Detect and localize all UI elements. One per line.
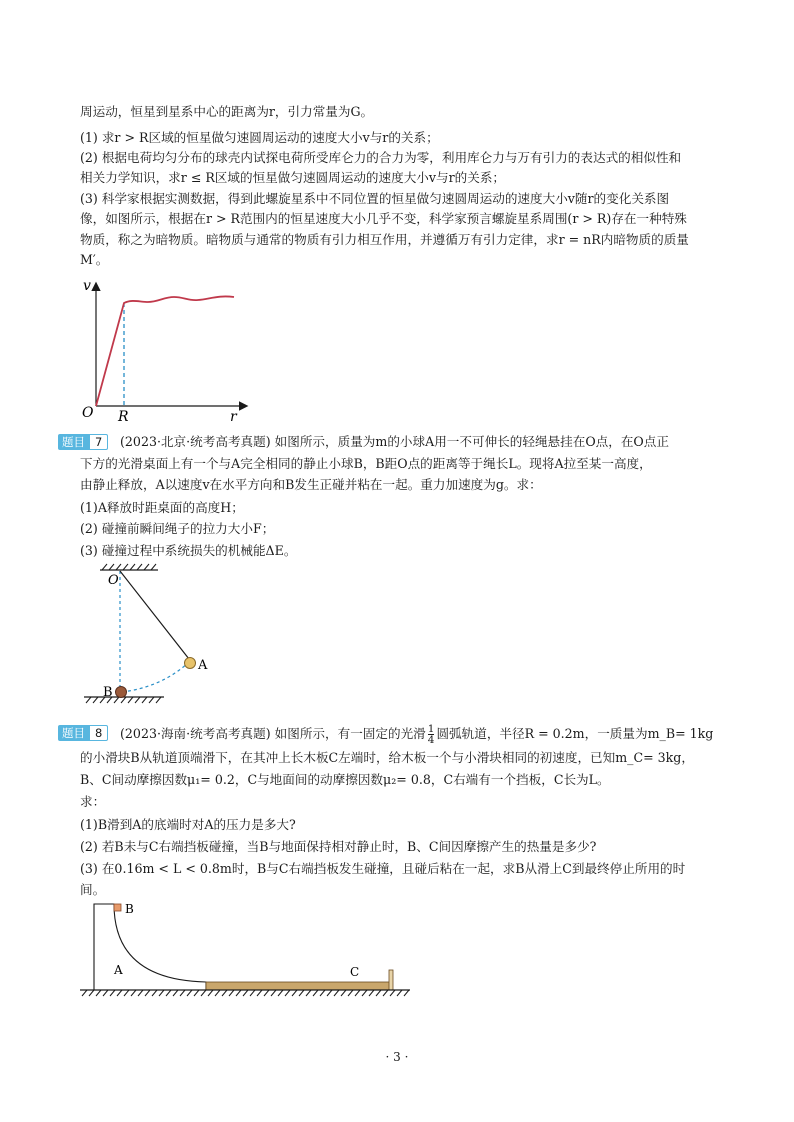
question-7-tag (58, 433, 108, 451)
ball-a-label: A (198, 658, 208, 673)
hatch-mark (117, 990, 122, 996)
hatch-mark (271, 990, 276, 996)
velocity-radius-graph (78, 278, 258, 423)
y-axis-label: v (83, 278, 91, 294)
pivot-label: O (108, 573, 119, 588)
hatch-mark (299, 990, 304, 996)
text-segment: (2023·海南·统考高考真题) 如图所示，有一固定的光滑 (120, 726, 426, 741)
text-line: (3) 科学家根据实测数据，得到此螺旋星系中不同位置的恒星做匀速圆周运动的速度大小v随r的变化关系图 (80, 191, 670, 206)
hatch-mark (257, 990, 262, 996)
hatch-mark (194, 990, 199, 996)
text-line: B、C间动摩擦因数μ₁= 0.2，C与地面间的动摩擦因数μ₂= 0.8，C右端有一个挡板，C长为L。 (80, 772, 610, 787)
x-axis-label: r (230, 409, 237, 425)
hatch-mark (187, 990, 192, 996)
hatch-mark (110, 990, 115, 996)
table-hatch (86, 697, 161, 703)
ceiling-hatch (102, 564, 156, 570)
hatch-mark (292, 990, 297, 996)
text-line: (2) 若B未与C右端挡板碰撞，当B与地面保持相对静止时，B、C间因摩擦产生的热量是多少? (80, 839, 597, 854)
text-line: (1) 求r > R区域的恒星做匀速圆周运动的速度大小v与r的关系； (80, 130, 439, 145)
text-line: 物质，称之为暗物质。暗物质与通常的物质有引力相互作用，并遵循万有引力定律，求r = nR内暗物质的质量 (80, 232, 689, 247)
hatch-mark (383, 990, 388, 996)
baffle (389, 970, 393, 990)
text-line (120, 724, 713, 745)
ball-b (116, 687, 127, 698)
hatch-mark (152, 990, 157, 996)
block-b (114, 904, 121, 911)
tag-label: 题目 (58, 725, 89, 741)
text-line: (2) 根据电荷均匀分布的球壳内试探电荷所受库仑力的合力为零，利用库仑力与万有引力的表达式的相似性和 (80, 150, 682, 165)
hatch-mark (390, 990, 395, 996)
hatch-mark (145, 990, 150, 996)
hatch-mark (355, 990, 360, 996)
hatch-mark (222, 990, 227, 996)
hatch-mark (404, 990, 409, 996)
text-line: 求： (80, 794, 106, 809)
hatch-mark (320, 990, 325, 996)
hatch-mark (348, 990, 353, 996)
hatch-mark (96, 990, 101, 996)
hatch-mark (313, 990, 318, 996)
text-line: (2) 碰撞前瞬间绳子的拉力大小F； (80, 521, 275, 536)
velocity-curve (96, 296, 234, 406)
string (120, 571, 189, 659)
hatch-mark (173, 990, 178, 996)
hatch-mark (334, 990, 339, 996)
fraction-denominator: 4 (427, 734, 435, 746)
hatch-mark (243, 990, 248, 996)
track-a (94, 904, 206, 990)
hatch-mark (250, 990, 255, 996)
hatch-mark (131, 990, 136, 996)
text-line: 周运动，恒星到星系中心的距离为r，引力常量为G。 (80, 104, 374, 119)
block-b-label: B (125, 902, 134, 916)
text-line: 由静止释放，A以速度v在水平方向和B发生正碰并粘在一起。重力加速度为g。求： (80, 477, 542, 492)
arc-path (122, 662, 189, 692)
hatch-mark (201, 990, 206, 996)
hatch-mark (82, 990, 87, 996)
track-board-figure (80, 900, 410, 1000)
question-8-tag (58, 724, 108, 742)
hatch-mark (327, 990, 332, 996)
hatch-mark (306, 990, 311, 996)
hatch-mark (208, 990, 213, 996)
ball-b-label: B (103, 685, 113, 700)
hatch-mark (166, 990, 171, 996)
text-line: 的小滑块B从轨道顶端滑下，在其冲上长木板C左端时，给木板一个与小滑块相同的初速度，已知m_C= 3kg， (80, 750, 694, 765)
text-line: M′。 (80, 252, 109, 267)
board-c-label: C (350, 965, 360, 979)
r-mark-label: R (118, 409, 129, 425)
hatch-mark (369, 990, 374, 996)
text-line: 像，如图所示，根据在r > R范围内的恒星速度大小几乎不变，科学家预言螺旋星系周围(r > R)存在一种特殊 (80, 211, 687, 226)
page-number: · 3 · (385, 1050, 409, 1064)
text-line: 间。 (80, 882, 106, 897)
text-line: (3) 碰撞过程中系统损失的机械能ΔE。 (80, 543, 297, 558)
track-a-label: A (114, 963, 123, 977)
origin-label: O (82, 405, 94, 421)
hatch-mark (341, 990, 346, 996)
hatch-mark (285, 990, 290, 996)
text-line: (2023·北京·统考高考真题) 如图所示，质量为m的小球A用一不可伸长的轻绳悬挂在O点，在O点正 (120, 434, 669, 449)
ground-hatch (82, 990, 409, 996)
hatch-mark (124, 990, 129, 996)
text-line: (3) 在0.16m < L < 0.8m时，B与C右端挡板发生碰撞，且碰后粘在一起，求B从滑上C到最终停止所用的时 (80, 861, 686, 876)
text-line: (1)B滑到A的底端时对A的压力是多大? (80, 817, 296, 832)
text-line: 下方的光滑桌面上有一个与A完全相同的静止小球B，B距O点的距离等于绳长L。现将A拉至某一高度， (80, 456, 652, 471)
fraction-numerator: 1 (427, 723, 435, 735)
board-c (206, 982, 390, 990)
hatch-mark (180, 990, 185, 996)
hatch-mark (376, 990, 381, 996)
fraction (428, 724, 435, 745)
tag-label: 题目 (58, 434, 89, 450)
hatch-mark (103, 990, 108, 996)
tag-number: 8 (89, 725, 108, 741)
hatch-mark (138, 990, 143, 996)
hatch-mark (215, 990, 220, 996)
hatch-mark (362, 990, 367, 996)
text-line: 相关力学知识，求r ≤ R区域的恒星做匀速圆周运动的速度大小v与r的关系； (80, 170, 506, 185)
hatch-mark (278, 990, 283, 996)
hatch-mark (264, 990, 269, 996)
hatch-mark (397, 990, 402, 996)
hatch-mark (89, 990, 94, 996)
tag-number: 7 (89, 434, 108, 450)
text-line: (1)A释放时距桌面的高度H； (80, 500, 244, 515)
text-segment: 圆弧轨道，半径R = 0.2m，一质量为m_B= 1kg (436, 726, 714, 741)
hatch-mark (159, 990, 164, 996)
hatch-mark (236, 990, 241, 996)
pendulum-figure (82, 563, 232, 708)
ball-a (185, 658, 196, 669)
hatch-mark (229, 990, 234, 996)
